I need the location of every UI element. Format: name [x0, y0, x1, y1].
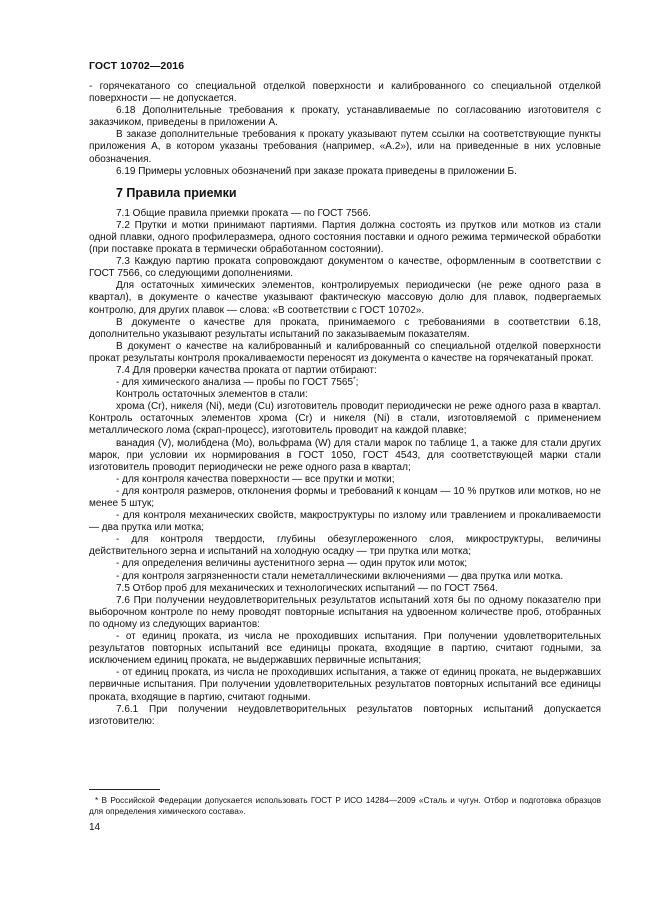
paragraph: 7.2 Прутки и мотки принимают партиями. Партия должна состоять из прутков или мотков из стали одной плавки, одного профилеразмера, одного состояния поставки и одного режима термической обработки (при поставке проката в термически обработанном состоянии).: [89, 219, 601, 256]
section-heading: 7 Правила приемки: [116, 185, 237, 200]
paragraph: - от единиц проката, из числа не проходивших испытания. При получении удовлетворительных результатов повторных испытаний все единицы проката, входящие в партию, считают годными, за исключением единиц проката, не выдержавших первичные испытания;: [89, 631, 601, 667]
paragraph: - для контроля загрязненности стали неметаллическими включениями — два прутка или мотка.: [116, 570, 564, 582]
paragraph: Для остаточных химических элементов, контролируемых периодически (не реже одного раза в квартал), в документе о качестве указывают фактическую массовую долю для плавок, подвергаемых контролю, для других плавок — слова: «В соответствии с ГОСТ 10702».: [89, 280, 601, 316]
paragraph: - горячекатаного со специальной отделкой поверхности и калиброванного со специальной отделкой поверхности — не допускается.: [89, 81, 601, 105]
paragraph: 7.6 При получении неудовлетворительных результатов испытаний хотя бы по одному показателю при выборочном контроле по нему проводят повторные испытания на удвоенном количестве проб, отобранных по одному из следующих вариантов:: [89, 594, 601, 630]
paragraph: 7.5 Отбор проб для механических и технологических испытаний — по ГОСТ 7564.: [116, 582, 498, 594]
paragraph: 7.6.1 При получении неудовлетворительных результатов повторных испытаний допускается изготовителю:: [89, 703, 601, 727]
footnote: * В Российской Федерации допускается использовать ГОСТ Р ИСО 14284—2009 «Сталь и чугун. Отбор и подготовка образцов для определения химического состава».: [89, 795, 601, 816]
paragraph: В документе о качестве для проката, принимаемого с требованиями в соответствии 6.18, дополнительно указывают результаты испытаний по заказываемым показателям.: [89, 316, 601, 340]
paragraph-text: - для химического анализа — пробы по ГОСТ 7565: [116, 377, 354, 389]
paragraph-with-footnote: - для химического анализа — пробы по ГОСТ 7565*;: [116, 376, 359, 389]
paragraph: - для контроля размеров, отклонения формы и требований к концам — 10 % прутков или мотков, но не менее 5 штук;: [89, 485, 601, 509]
paragraph: - от единиц проката, из числа не проходивших испытания, а также от единиц проката, не выдержавших первичные испытания. При получении удовлетворительных результатов повторных испытаний все единицы проката, входящие в партию, считают годными.: [89, 667, 601, 703]
document-header: ГОСТ 10702—2016: [89, 60, 185, 72]
paragraph: хрома (Cr), никеля (Ni), меди (Cu) изготовитель проводит периодически не реже одного раза в квартал. Контроль остаточных элементов хрома (Cr) и никеля (Ni) в стали, изготовляемой с применением металлического лома (скрап-процесс), изготовитель проводит на каждой плавке;: [89, 401, 601, 437]
page-number: 14: [89, 822, 101, 833]
paragraph: - для определения величины аустенитного зерна — один пруток или моток;: [116, 558, 468, 570]
paragraph: В заказе дополнительные требования к прокату указывают путем ссылки на соответствующие пункты приложения А, в котором указаны требования (например, «А.2»), или на приведенные в них условные обозначения.: [89, 129, 601, 165]
paragraph: ванадия (V), молибдена (Mo), вольфрама (W) для стали марок по таблице 1, а также для стали других марок, при условии их нормирования в ГОСТ 1050, ГОСТ 4543, для соответствующей марки стали изготовитель проводит периодически не реже одного раза в квартал;: [89, 437, 601, 473]
paragraph: - для контроля механических свойств, макроструктуры по излому или травлением и прокаливаемости — два прутка или мотка;: [89, 510, 601, 534]
paragraph: Контроль остаточных элементов в стали:: [116, 389, 308, 401]
paragraph: 7.3 Каждую партию проката сопровождают документом о качестве, оформленным в соответствии с ГОСТ 7566, со следующими дополнениями.: [89, 256, 601, 280]
paragraph: 7.4 Для проверки качества проката от партии отбирают:: [116, 364, 377, 376]
paragraph: 7.1 Общие правила приемки проката — по ГОСТ 7566.: [116, 207, 371, 219]
paragraph: 6.19 Примеры условных обозначений при заказе проката приведены в приложении Б.: [116, 165, 517, 177]
footnote-divider: [89, 789, 160, 790]
paragraph: В документ о качестве на калиброванный и калиброванный со специальной отделкой поверхности прокат результаты контроля прокаливаемости переносят из документа о качестве на горячекатаный прокат.: [89, 340, 601, 364]
footnote-marker: *: [353, 376, 356, 384]
paragraph: 6.18 Дополнительные требования к прокату, устанавливаемые по согласованию изготовителя с заказчиком, приведены в приложении А.: [89, 105, 601, 129]
paragraph: - для контроля твердости, глубины обезуглероженного слоя, микроструктуры, величины действительного зерна и испытаний на холодную осадку — три прутка или мотка;: [89, 534, 601, 558]
document-body: [89, 81, 601, 728]
paragraph: - для контроля качества поверхности — все прутки и мотки;: [116, 473, 395, 485]
